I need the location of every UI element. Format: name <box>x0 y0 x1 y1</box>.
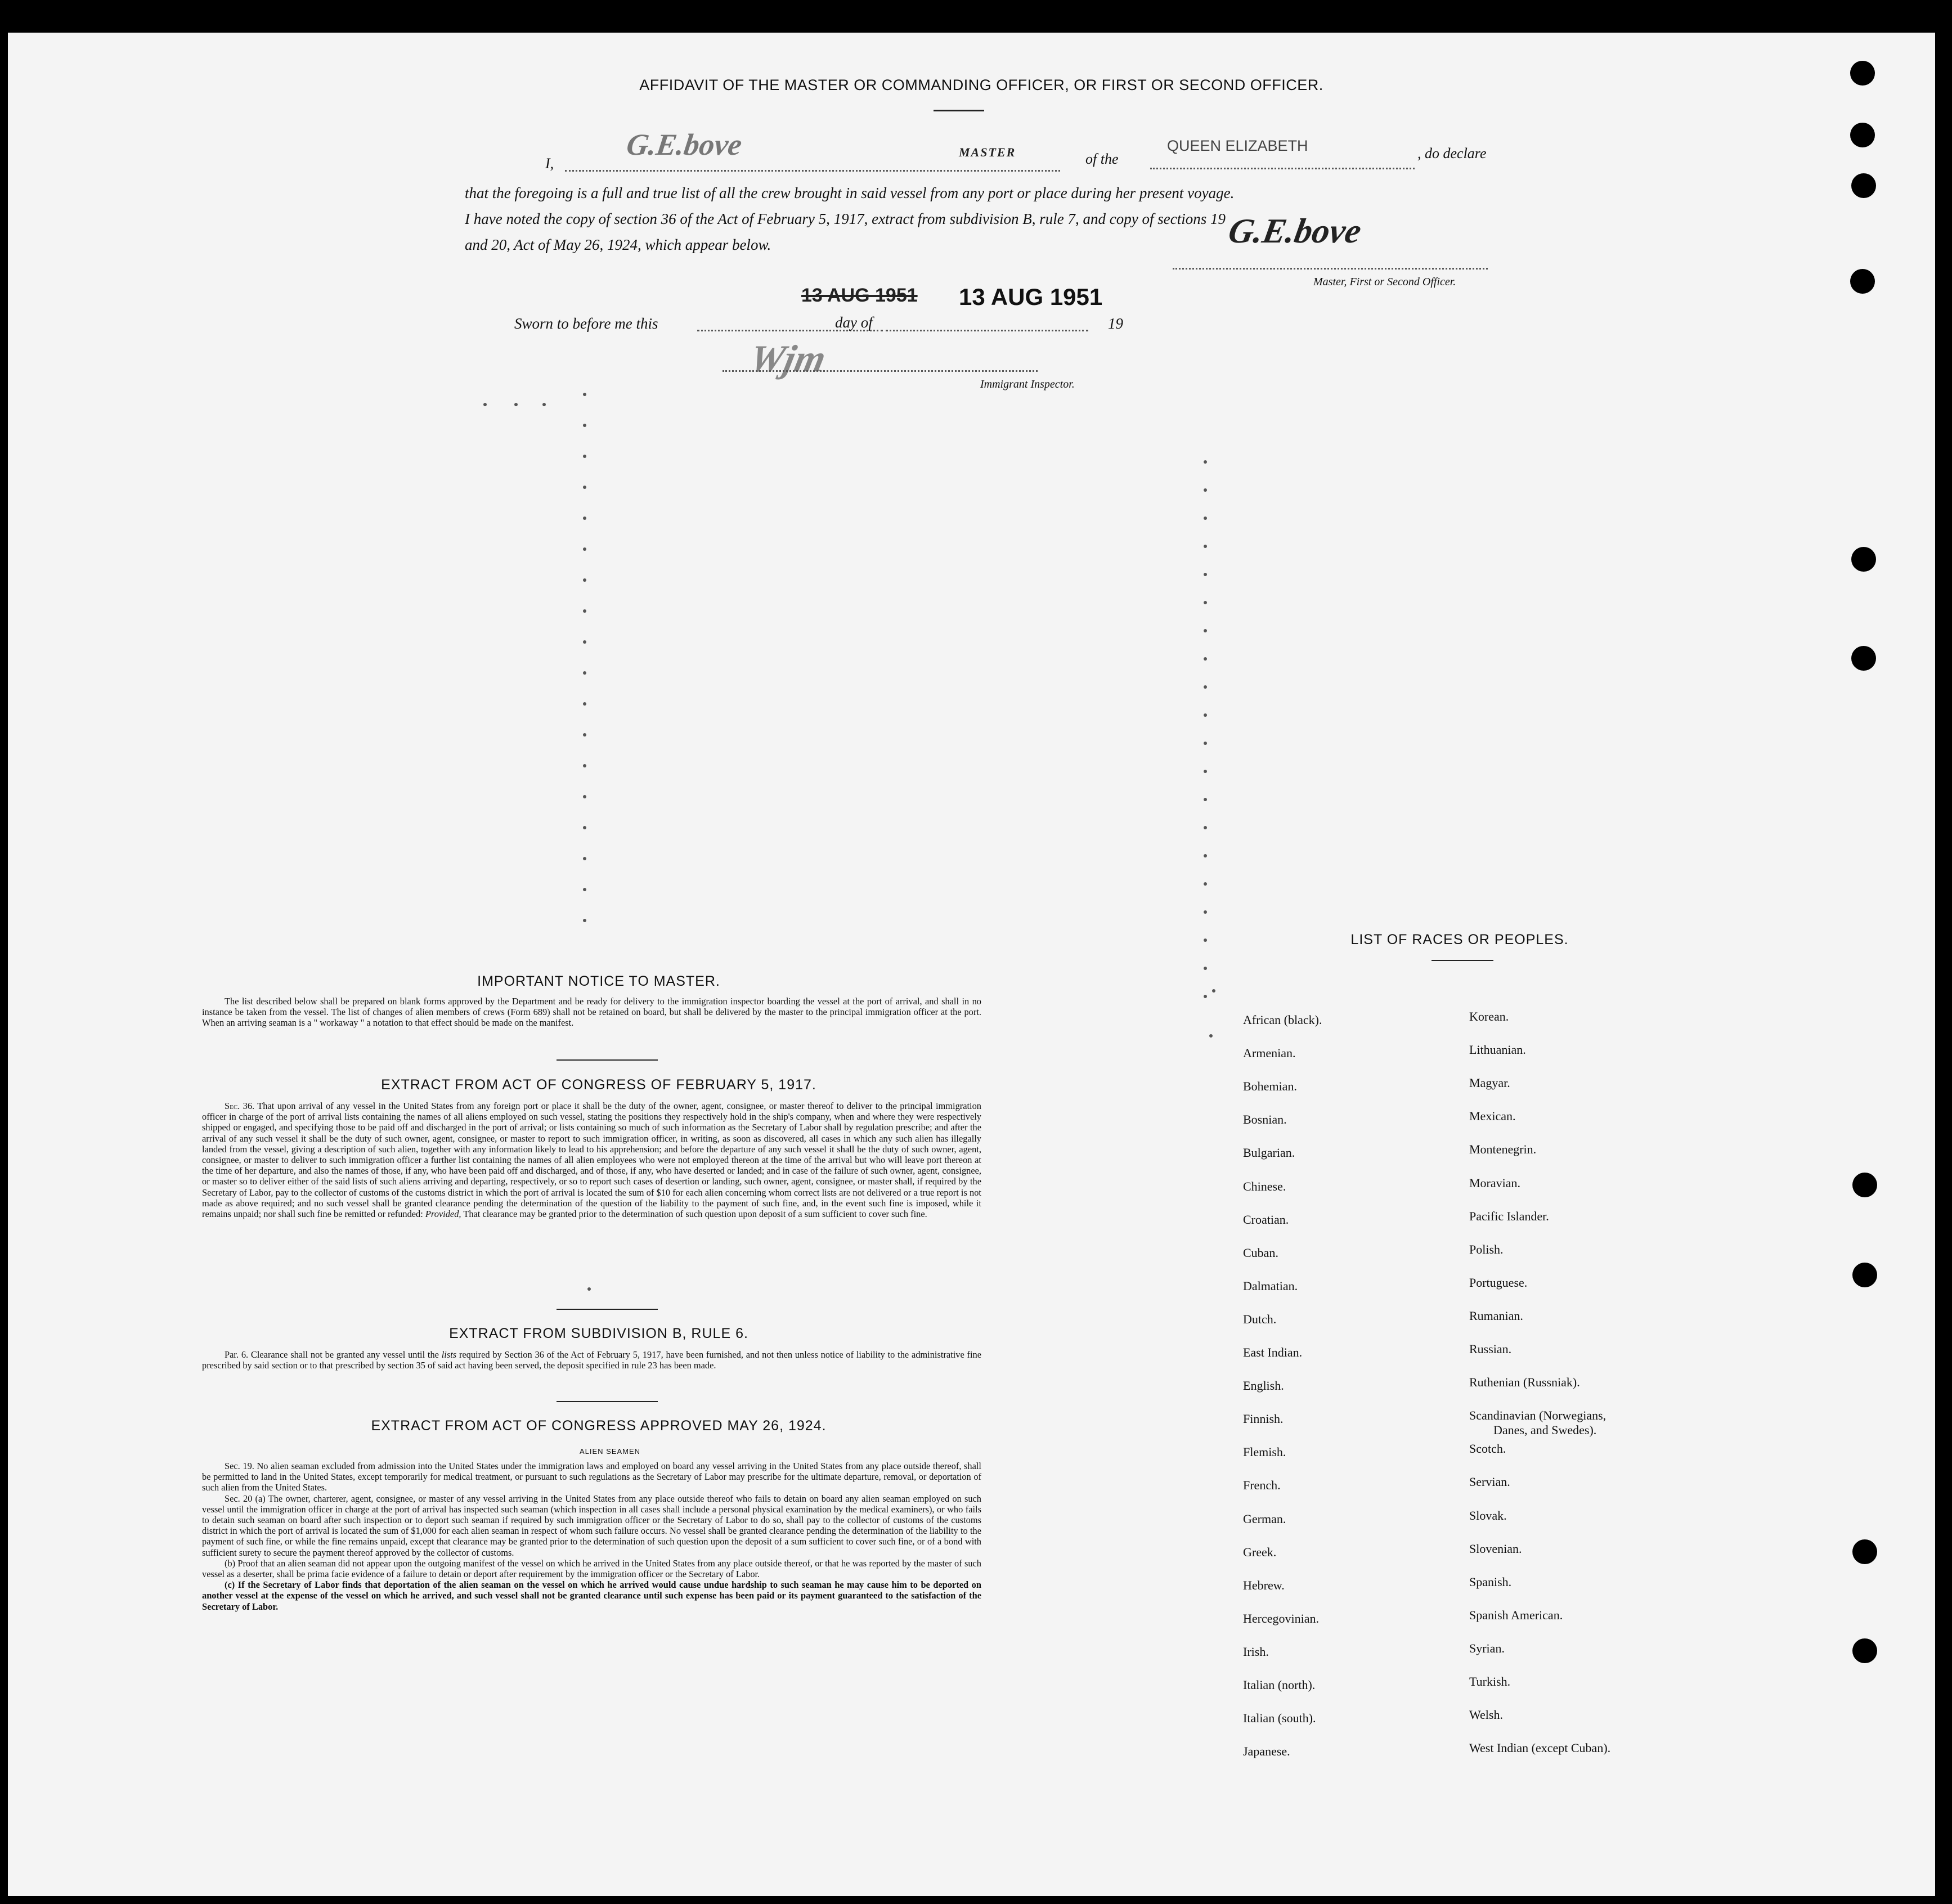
rule6-divider <box>557 1401 658 1402</box>
stray-dot <box>1204 545 1207 548</box>
stray-dot <box>483 403 487 406</box>
sec-20c-text: If the Secretary of Labor finds that deportation of the alien seaman on the vessel on which he arrived would cause undue hardship to such seaman he may cause him to be deported on another vessel at the expense of the vessel on which he arrived, and such vessel shall not be granted clearance until such expense has been paid or its payment guaranteed to the satisfaction of the Secretary of Labor. <box>202 1579 981 1612</box>
stray-dot <box>1204 517 1207 520</box>
stray-dot <box>1204 601 1207 604</box>
sec-36-end: That clearance may be granted prior to the determination of such question upon deposit of a sum sufficient to cover such fine. <box>463 1209 927 1220</box>
race-item-right: Montenegrin. <box>1469 1142 1537 1157</box>
master-signature: G.E.bove <box>1226 212 1365 250</box>
race-item-right: Spanish American. <box>1469 1607 1563 1622</box>
stray-dot <box>1204 629 1207 632</box>
race-item-right: Turkish. <box>1469 1674 1511 1689</box>
stray-dot <box>583 795 586 798</box>
stray-dot <box>583 486 586 489</box>
stray-dot <box>583 640 586 644</box>
punch-hole <box>1851 173 1876 198</box>
signer-caption: Master, First or Second Officer. <box>1313 276 1456 288</box>
punch-hole <box>1852 1638 1877 1663</box>
inspector-signature: Wjm <box>746 337 830 380</box>
rule6-body <box>202 1349 981 1371</box>
stray-dot <box>583 424 586 427</box>
sec-20b-text: Proof that an alien seaman did not appear upon the outgoing manifest of the vessel on which he arrived in the United States from any place outside thereof, or that he was reported by the master of such vessel as a deserter, shall be prima facie evidence of a failure to detain or deport after requirement by the immigration officer or the Secretary of Labor. <box>202 1557 981 1580</box>
race-item-right: Russian. <box>1469 1342 1512 1356</box>
race-item-right: West Indian (except Cuban). <box>1469 1741 1611 1755</box>
stray-dot <box>1204 854 1207 857</box>
race-item-right: Welsh. <box>1469 1708 1503 1722</box>
races-heading: LIST OF RACES OR PEOPLES. <box>1350 932 1569 947</box>
race-item-right: Portuguese. <box>1469 1275 1528 1290</box>
sec-20a-text: The owner, charterer, agent, consignee, or master of any vessel arriving in the United States from any place outside thereof who fails to detain on board any alien seaman employed on such vessel until the immigration officer in charge at the port of arrival has inspected such seaman (which inspection in all cases shall include a personal physical examination by the medical examiners), or who fails to detain such seaman on board after such inspection or to deport such seaman if required by such immigration officer or the Secretary of Labor to do so, shall pay to the collector of customs of the customs district in which the port of arrival is located the sum of $1,000 for each alien seaman in respect of whom such failure occurs. No vessel shall be granted clearance pending the determination of the liability to the payment of such fine, or while the fine remains unpaid, except that clearance may be granted prior to the determination of such question upon the deposit of a sum sufficient to cover such fine, or of a bond with sufficient surety to secure the payment thereof approved by the collector of customs. <box>202 1493 981 1558</box>
stray-dot <box>514 403 518 406</box>
inspector-caption: Immigrant Inspector. <box>980 378 1075 390</box>
stray-dot <box>1204 938 1207 942</box>
sworn-label: Sworn to before me this <box>514 315 658 332</box>
punch-hole <box>1850 61 1875 86</box>
race-item-left: Chinese. <box>1243 1179 1286 1193</box>
race-item-right: Scotch. <box>1469 1442 1506 1456</box>
race-item-left: German. <box>1243 1511 1286 1526</box>
stray-dot <box>583 609 586 613</box>
stray-dot <box>583 671 586 675</box>
race-item-continuation: Danes, and Swedes). <box>1493 1423 1597 1438</box>
title-divider <box>934 110 984 111</box>
race-item-right: Polish. <box>1469 1242 1504 1256</box>
race-item-right: Lithuanian. <box>1469 1043 1526 1057</box>
form-page <box>8 33 1935 1896</box>
race-item-left: Hebrew. <box>1243 1578 1285 1592</box>
race-item-left: Dalmatian. <box>1243 1278 1298 1293</box>
punch-hole <box>1850 269 1875 294</box>
race-item-left: Bosnian. <box>1243 1112 1287 1127</box>
extract-1917-body <box>202 1101 981 1219</box>
stray-dot <box>583 702 586 706</box>
year-prefix: 19 <box>1108 315 1123 332</box>
stray-dot <box>1204 573 1207 576</box>
races-divider <box>1432 960 1493 961</box>
race-item-right: Moravian. <box>1469 1175 1521 1190</box>
sec-20a-label: Sec. 20 (a) <box>225 1493 266 1504</box>
stray-dot <box>542 403 546 406</box>
race-item-right: Slovenian. <box>1469 1541 1522 1556</box>
race-item-left: Bulgarian. <box>1243 1146 1295 1160</box>
ship-name: QUEEN ELIZABETH <box>1167 137 1308 154</box>
stray-dot <box>1204 826 1207 829</box>
race-item-right: Rumanian. <box>1469 1308 1523 1323</box>
race-item-left: Dutch. <box>1243 1312 1277 1326</box>
sec-20b-label: (b) <box>225 1557 236 1569</box>
notice-text: The list described below shall be prepared on blank forms approved by the Department and be ready for delivery to the immigration inspector boarding the vessel at the port of arrival, and shall in no instance be taken from the vessel. The list of changes of alien members of crews (Form 689) shall not be retained on board, but shall be delivered by the master to the principal immigration officer at the port. When an arriving seaman is a " workaway " a notation to that effect should be made on the manifest. <box>202 996 981 1029</box>
stray-dot <box>1204 770 1207 773</box>
notice-body <box>202 996 981 1029</box>
declarant-signature: G.E.bove <box>624 128 744 161</box>
race-item-left: Japanese. <box>1243 1744 1290 1759</box>
extract-1917-heading: EXTRACT FROM ACT OF CONGRESS OF FEBRUARY 5, 1917. <box>381 1077 816 1093</box>
race-item-left: English. <box>1243 1378 1284 1393</box>
race-item-left: Irish. <box>1243 1644 1269 1659</box>
declaration-line-2: that the foregoing is a full and true list of all the crew brought in said vessel from any port or place during her present voyage. <box>465 185 1235 201</box>
race-item-right: Ruthenian (Russniak). <box>1469 1375 1580 1390</box>
inspector-signature-line <box>723 370 1038 372</box>
punch-hole <box>1852 1539 1877 1564</box>
affidavit-title: AFFIDAVIT OF THE MASTER OR COMMANDING OFFICER, OR FIRST OR SECOND OFFICER. <box>639 77 1323 93</box>
extract-1924-heading: EXTRACT FROM ACT OF CONGRESS APPROVED MAY 26, 1924. <box>371 1418 827 1434</box>
race-item-right: Scandinavian (Norwegians, <box>1469 1408 1607 1423</box>
stray-dot <box>1204 882 1207 886</box>
stray-dot <box>1209 1034 1213 1038</box>
race-item-right: Pacific Islander. <box>1469 1209 1549 1223</box>
stray-dot <box>1204 713 1207 717</box>
of-the-label: of the <box>1085 151 1119 167</box>
stray-dot <box>1204 460 1207 464</box>
punch-hole <box>1852 1263 1877 1287</box>
rank-handwritten: MASTER <box>959 145 1016 159</box>
stray-dot <box>583 826 586 829</box>
stray-dot <box>1204 910 1207 914</box>
stray-dot <box>583 455 586 458</box>
extract-1917-divider <box>557 1309 658 1310</box>
declaration-line-3: I have noted the copy of section 36 of the Act of February 5, 1917, extract from subdivision B, rule 7, and copy of sections 19 <box>465 210 1226 227</box>
day-of-label: day of <box>835 314 873 331</box>
race-item-left: Italian (north). <box>1243 1678 1316 1692</box>
race-item-left: East Indian. <box>1243 1345 1303 1359</box>
sec-20c-label: (c) <box>225 1579 235 1591</box>
stray-dot <box>583 393 586 396</box>
race-item-right: Mexican. <box>1469 1109 1516 1124</box>
punch-hole <box>1850 123 1875 147</box>
ship-name-line <box>1150 168 1415 169</box>
stray-dot <box>1204 742 1207 745</box>
race-item-right: Slovak. <box>1469 1508 1507 1523</box>
sec-36-text: That upon arrival of any vessel in the United States from any foreign port or place it shall be the duty of the owner, agent, consignee, or master thereof to deliver to the principal immigration officer in charge of the port of arrival lists containing the names of all aliens employed on such vessel, stating the positions they respectively hold in the ship's company, when and where they were respectively shipped or engaged, and specifying those to be paid off and discharged in the port of arrival; or lists containing so much of such information as the Secretary of Labor shall by regulation prescribe; and after the arrival of any such vessel it shall be the duty of such owner, agent, consignee, or master to report to such immigration officer, in writing, as soon as discovered, all cases in which any such alien has illegally landed from the vessel, giving a description of such alien, together with any information likely to lead to his apprehension; and before the departure of any such vessel it shall be the duty of such owner, agent, consignee, or master to deliver to such immigration officer a further list containing the names of all alien employees who were not employed thereon at the time of the arrival but who will leave port thereon at the time of her departure, and also the names of those, if any, who have been paid off and discharged, and of those, if any, who have deserted or landed; and in case of the failure of such owner, agent, consignee, or master so to deliver either of the said lists of such aliens arriving and departing, respectively, or so to report such cases of desertion or landing, such owner, agent, consignee, or master shall, if required by the Secretary of Labor, pay to the collector of customs of the customs district in which the port of arrival is located the sum of $10 for each alien concerning whom correct lists are not delivered or a true report is not made as above required; and no such vessel shall be granted clearance pending the determination of the question of the liability to the payment of such fine, and, in the event such fine is imposed, while it remains unpaid; nor shall such fine be remitted or refunded: <box>202 1101 981 1220</box>
race-item-left: French. <box>1243 1478 1281 1493</box>
sworn-month-line <box>886 330 1088 331</box>
notice-heading: IMPORTANT NOTICE TO MASTER. <box>477 973 720 989</box>
par-6-start: Clearance shall not be granted any vessel until the <box>250 1349 439 1360</box>
stray-dot <box>1204 798 1207 801</box>
punch-hole <box>1851 646 1876 671</box>
stray-dot <box>583 547 586 551</box>
stray-dot <box>1204 967 1207 970</box>
notice-divider <box>557 1059 658 1061</box>
race-item-left: Bohemian. <box>1243 1079 1297 1094</box>
sec-19-text: No alien seaman excluded from admission into the United States under the immigration laws and employed on board any vessel arriving in the United States from any place outside thereof, shall be permitted to land in the United States, except temporarily for medical treatment, or pursuant to such regulations as the Secretary of Labor may prescribe for the ultimate departure, removal, or deportation of such alien from the United States. <box>202 1461 981 1493</box>
race-item-left: Croatian. <box>1243 1212 1289 1227</box>
par-6-label: Par. 6. <box>225 1349 249 1360</box>
punch-hole <box>1851 547 1876 572</box>
date-stamp: 13 AUG 1951 <box>959 284 1103 310</box>
race-item-left: Greek. <box>1243 1544 1277 1559</box>
stray-dot <box>583 888 586 891</box>
sec-36-label: Sec. 36. <box>225 1101 255 1111</box>
par-6-end: required by Section 36 of the Act of February 5, 1917, have been furnished, and not then unless notice of liability to the administrative fine prescribed by said section or to that prescribed by section 35 of said act having been served, the deposit specified in rule 23 has been made. <box>202 1349 981 1371</box>
stray-dot <box>583 578 586 582</box>
extract-1924-body <box>202 1461 981 1612</box>
sec-19-label: Sec. 19. <box>225 1461 254 1471</box>
alien-seamen-subheading: ALIEN SEAMEN <box>579 1447 641 1456</box>
race-item-right: Spanish. <box>1469 1574 1512 1589</box>
punch-hole <box>1852 1173 1877 1197</box>
do-declare-label: , do declare <box>1417 145 1487 161</box>
stray-dot <box>1204 488 1207 492</box>
struck-date-stamp: 13 AUG 1951 <box>801 285 918 306</box>
lists-word: lists <box>441 1349 457 1360</box>
race-item-left: Armenian. <box>1243 1046 1296 1061</box>
race-item-left: Hercegovinian. <box>1243 1611 1319 1625</box>
master-signature-line <box>1173 268 1488 270</box>
affidavit-i-label: I, <box>545 155 554 172</box>
race-item-left: Finnish. <box>1243 1412 1284 1426</box>
race-item-right: Syrian. <box>1469 1641 1505 1655</box>
race-item-right: Korean. <box>1469 1009 1509 1023</box>
stray-dot <box>1212 989 1215 993</box>
race-item-left: Flemish. <box>1243 1445 1286 1460</box>
declaration-line-4: and 20, Act of May 26, 1924, which appear below. <box>465 236 771 253</box>
proviso-word: Provided, <box>425 1209 461 1220</box>
stray-dot <box>583 764 586 767</box>
stray-dot <box>1204 657 1207 661</box>
stray-dot <box>583 733 586 737</box>
race-item-left: African (black). <box>1243 1013 1322 1027</box>
stray-dot <box>1204 995 1207 998</box>
rule6-heading: EXTRACT FROM SUBDIVISION B, RULE 6. <box>449 1326 748 1341</box>
race-item-right: Servian. <box>1469 1475 1510 1489</box>
stray-dot <box>583 857 586 860</box>
stray-dot <box>583 517 586 520</box>
race-item-right: Magyar. <box>1469 1076 1510 1090</box>
stray-dot <box>1204 685 1207 689</box>
race-item-left: Italian (south). <box>1243 1711 1316 1726</box>
name-line <box>565 170 1060 172</box>
stray-dot <box>587 1287 591 1291</box>
stray-dot <box>583 919 586 922</box>
race-item-left: Cuban. <box>1243 1245 1278 1260</box>
